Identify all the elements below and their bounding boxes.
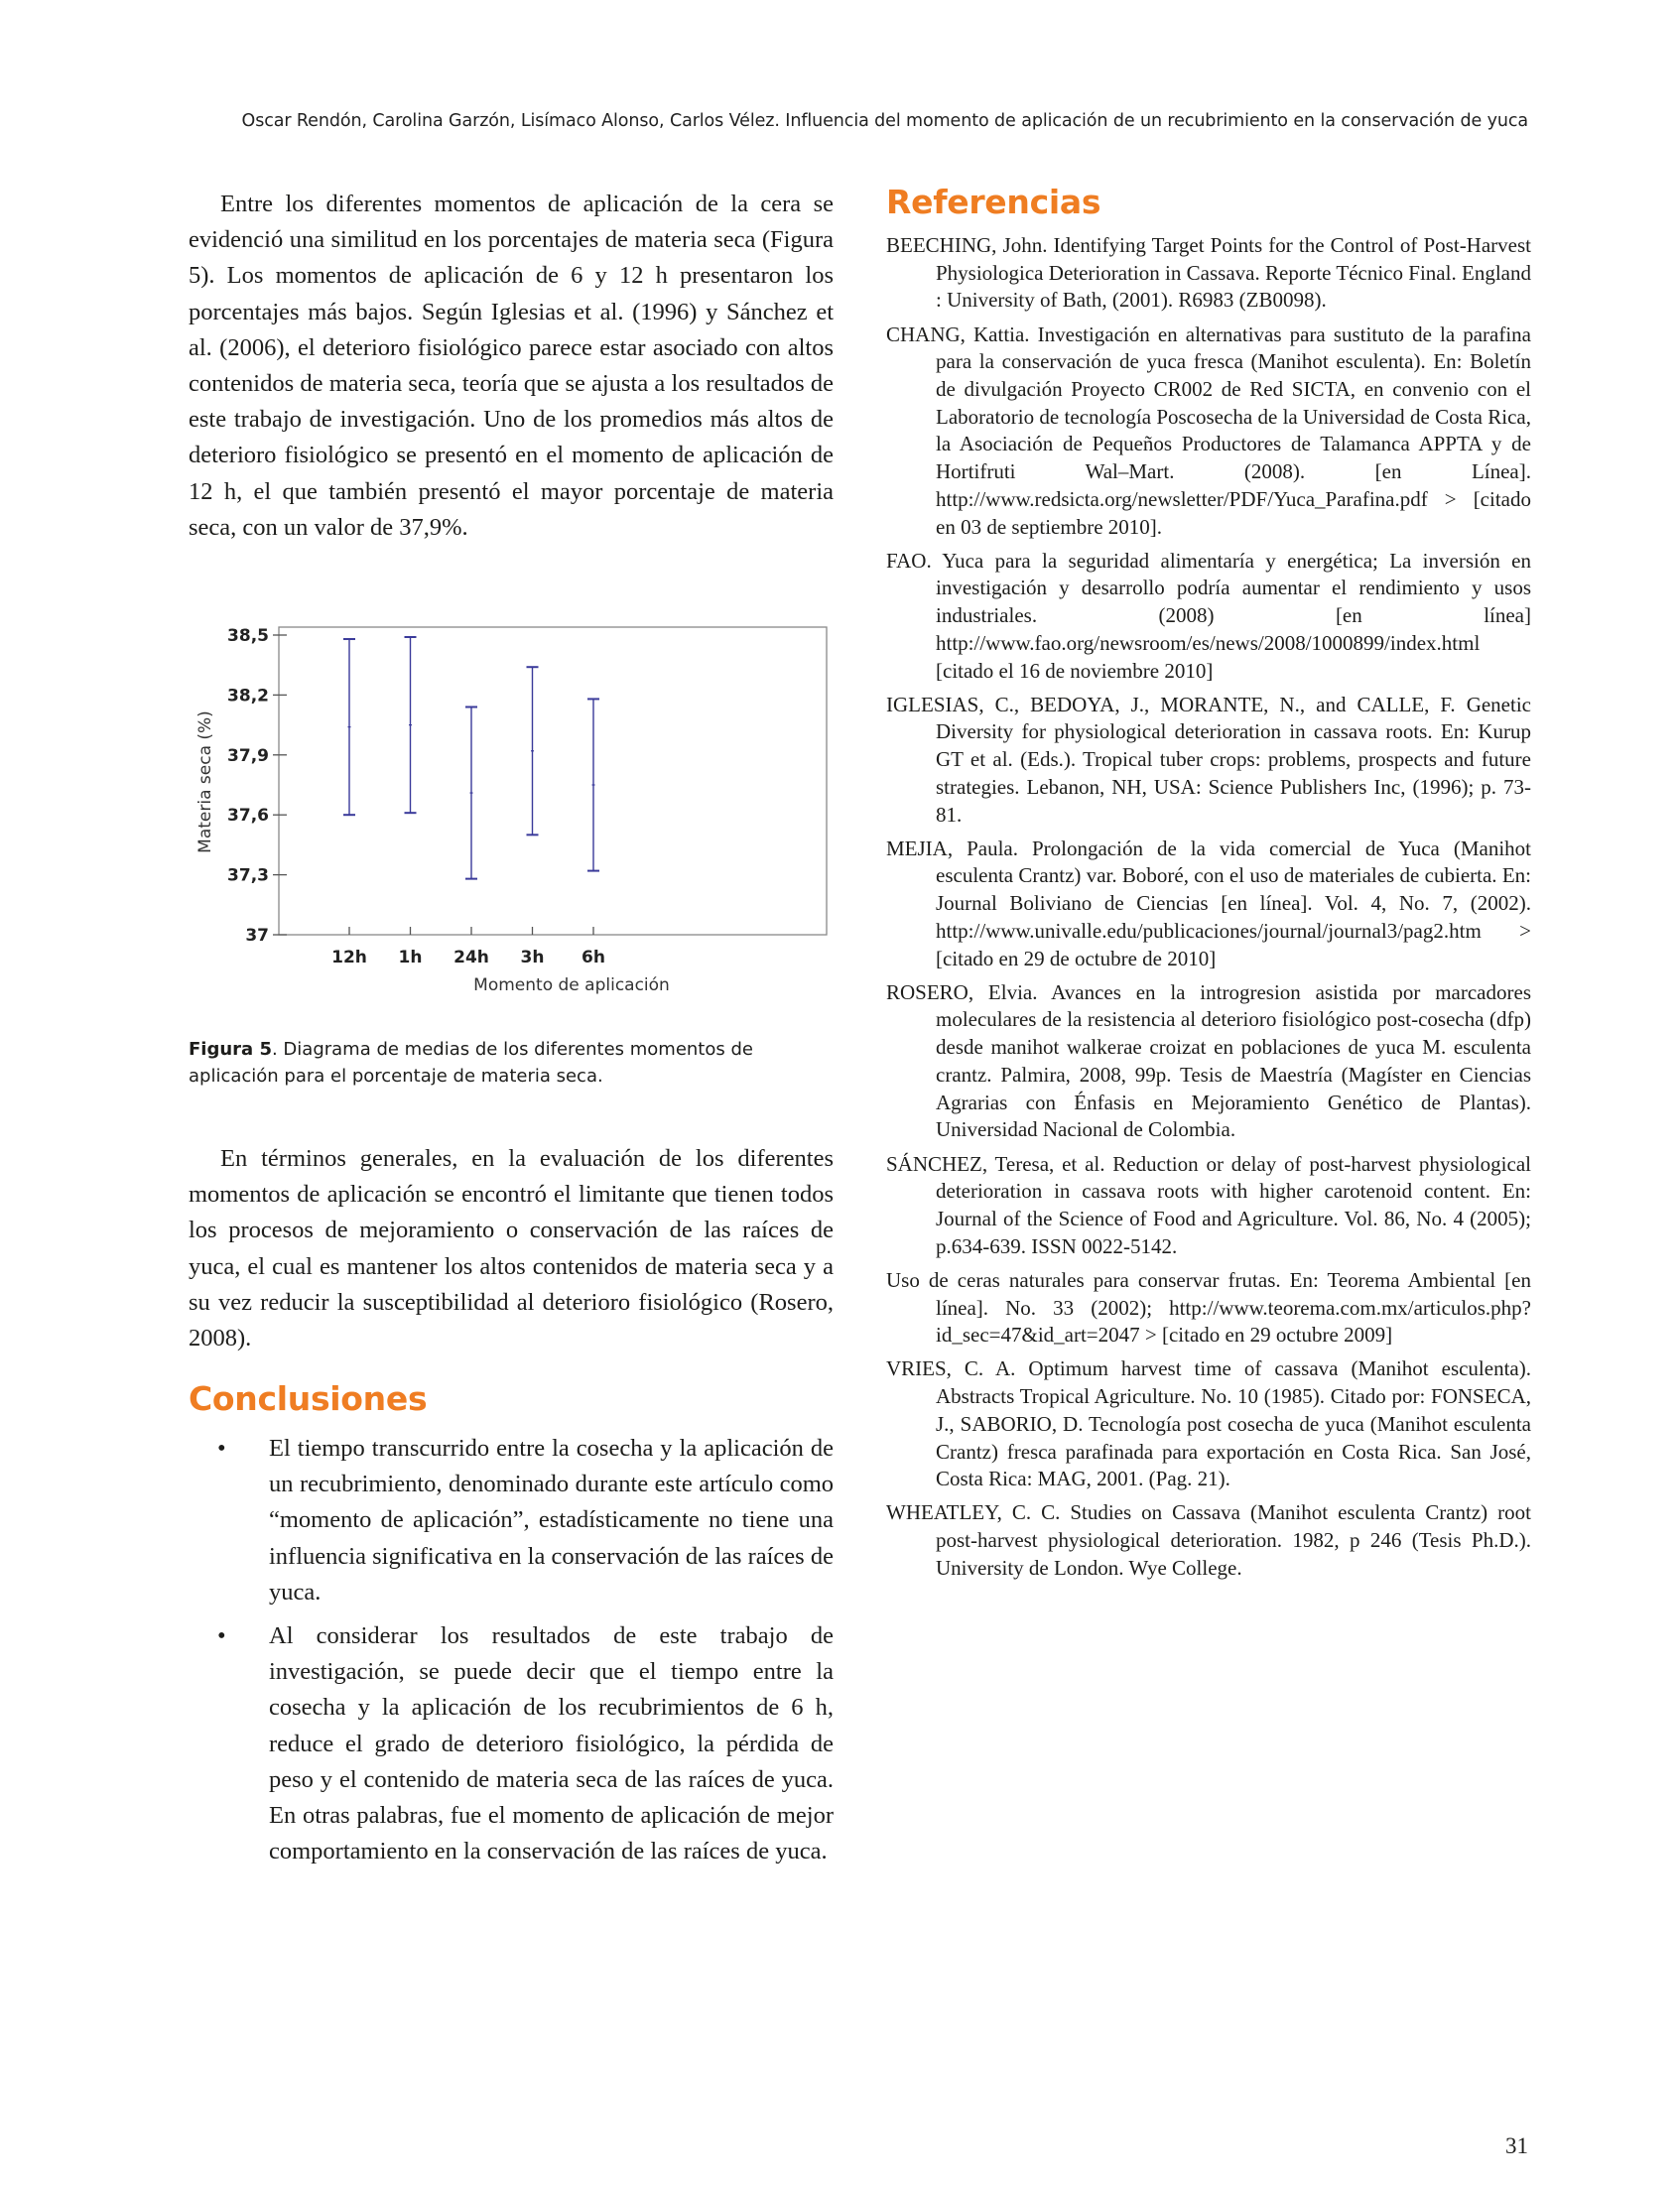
conclusion-text: Al considerar los resultados de este trabajo de investigación, se puede decir que el tiempo entre la cosecha y la aplicación de los recubrimientos de 6 h, reduce el grado de deterioro fisiológico, la pérdida de peso y el contenido de materia seca de las raíces de yuca. En otras palabras, fue el momento de aplicación de mejor comportamiento en la conservación de las raíces de yuca. (269, 1622, 834, 1866)
figure-label: Figura 5 (189, 1039, 272, 1060)
x-axis-label: Momento de aplicación (473, 975, 670, 995)
page-number: 31 (1505, 2133, 1528, 2158)
x-tick-label: 6h (582, 948, 605, 967)
conclusion-text: El tiempo transcurrido entre la cosecha y la aplicación de un recubrimiento, denominado durante este artículo como “momento de aplicación”, estadísticamente no tiene una influencia significativa en la conservación de las raíces de yuca. (269, 1435, 834, 1606)
conclusion-item (189, 1431, 834, 1610)
bullet-icon: • (217, 1622, 226, 1650)
reference-item: WHEATLEY, C. C. Studies on Cassava (Manihot esculenta Crantz) root post-harvest physiological deterioration. 1982, p 246 (Tesis Ph.D.). University de London. Wye College. (886, 1500, 1531, 1580)
conclusions-heading: Conclusiones (189, 1379, 428, 1418)
reference-item: BEECHING, John. Identifying Target Points for the Control of Post-Harvest Physiologica Deterioration in Cassava. Reporte Técnico Final. England : University of Bath, (2001). R6983 (ZB0098). (886, 233, 1531, 313)
reference-item: IGLESIAS, C., BEDOYA, J., MORANTE, N., and CALLE, F. Genetic Diversity for physiological deterioration in cassava roots. En: Kurup GT et al. (Eds.). Tropical tuber crops: problems, prospects and future strategies. Lebanon, NH, USA: Science Publishers Inc, (1996); p. 73-81. (886, 692, 1531, 827)
plot-frame (279, 627, 827, 935)
x-tick-label: 24h (453, 948, 489, 967)
y-tick-label: 38,2 (227, 686, 269, 707)
interval-series (343, 637, 599, 879)
references-heading: Referencias (886, 183, 1101, 221)
body-paragraph-2: En términos generales, en la evaluación de los diferentes momentos de aplicación se encontró el limitante que tienen todos los procesos de mejoramiento o conservación de las raíces de yuca, el cual es mantener los altos contenidos de materia seca y a su vez reducir la susceptibilidad al deterioro fisiológico (Rosero, 2008). (189, 1145, 834, 1352)
x-tick-label: 3h (520, 948, 545, 967)
body-paragraph-1: Entre los diferentes momentos de aplicación de la cera se evidenció una similitud en los porcentajes de materia seca (Figura 5). Los momentos de aplicación de 6 y 12 h presentaron los porcentajes más bajos. Según Iglesias et al. (1996) y Sánchez et al. (2006), el deterioro fisiológico parece estar asociado con altos contenidos de materia seca, teoría que se ajusta a los resultados de este trabajo de investigación. Uno de los promedios más altos de deterioro fisiológico se presentó en el momento de aplicación de 12 h, el que también presentó el mayor porcentaje de materia seca, con un valor de 37,9%. (189, 191, 834, 541)
y-tick-label: 37 (245, 926, 269, 946)
reference-item: Uso de ceras naturales para conservar frutas. En: Teorema Ambiental [en línea]. No. 33 (2002); http://www.teorema.com.mx/articulos.php?id_sec=47&id_art=2047 > [citado en 29 octubre 2009] (886, 1267, 1531, 1348)
y-tick-label: 38,5 (227, 626, 269, 646)
reference-item: SÁNCHEZ, Teresa, et al. Reduction or delay of post-harvest physiological deterioration in cassava roots with higher carotenoid content. En: Journal of the Science of Food and Agriculture. Vol. 86, No. 4 (2005); p.634-639. ISSN 0022-5142. (886, 1151, 1531, 1258)
reference-item: CHANG, Kattia. Investigación en alternativas para sustituto de la parafina para la conservación de yuca fresca (Manihot esculenta). En: Boletín de divulgación Proyecto CR002 de Red SICTA, en convenio con el Laboratorio de tecnología Poscosecha de la Universidad de Costa Rica, la Asociación de Pequeños Productores de Talamanca APPTA y de Hortifruti Wal–Mart. (2008). [en Línea]. http://www.redsicta.org/newsletter/PDF/Yuca_Parafina.pdf > [citado en 03 de septiembre 2010]. (886, 322, 1531, 539)
bullet-icon: • (217, 1435, 226, 1462)
reference-item: VRIES, C. A. Optimum harvest time of cassava (Manihot esculenta). Abstracts Tropical Agriculture. No. 10 (1985). Citado por: FONSECA, J., SABORIO, D. Tecnología post cosecha de yuca (Manihot esculenta Crantz) fresca parafinada para exportación en Costa Rica. San José, Costa Rica: MAG, 2001. (Pag. 21). (886, 1356, 1531, 1491)
x-tick-label: 12h (331, 948, 367, 967)
conclusion-item (189, 1618, 834, 1869)
y-axis (227, 626, 287, 946)
x-axis (331, 927, 605, 967)
y-axis-label: Materia seca (%) (195, 710, 215, 853)
reference-item: MEJIA, Paula. Prolongación de la vida comercial de Yuca (Manihot esculenta Crantz) var. Boboré, con el uso de materiales de cubierta. En: Journal Boliviano de Ciencias [en línea]. Vol. 4, No. 7, (2002). http://www.univalle.edu/publicaciones/journal/journal3/pag2.htm > [citado en 29 de octubre de 2010] (886, 836, 1531, 970)
y-tick-label: 37,9 (227, 745, 269, 766)
figure-5 (189, 615, 843, 1111)
figure-caption-text: . Diagrama de medias de los diferentes momentos de aplicación para el porcentaje de materia seca. (189, 1039, 753, 1087)
x-tick-label: 1h (398, 948, 423, 967)
means-plot (189, 615, 843, 1012)
figure-caption (189, 1036, 834, 1090)
y-tick-label: 37,3 (227, 865, 269, 886)
running-header: Oscar Rendón, Carolina Garzón, Lisímaco Alonso, Carlos Vélez. Influencia del momento de aplicación de un recubrimiento en la conservación de yuca (241, 111, 1528, 131)
y-tick-label: 37,6 (227, 806, 269, 827)
references-list (886, 232, 1531, 1589)
reference-item: FAO. Yuca para la seguridad alimentaría y energética; La inversión en investigación y desarrollo podría aumentar el rendimiento y usos industriales. (2008) [en línea] http://www.fao.org/newsroom/es/news/2008/1000899/index.html [citado el 16 de noviembre 2010] (886, 548, 1531, 683)
reference-item: ROSERO, Elvia. Avances en la introgresion asistida por marcadores moleculares de la resistencia al deterioro fisiológico post-cosecha (dfp) desde manihot walkerae croizat en poblaciones de yuca M. esculenta crantz. Palmira, 2008, 99p. Tesis de Maestría (Magíster en Ciencias Agrarias con Énfasis en Mejoramiento Genético de Plantas). Universidad Nacional de Colombia. (886, 979, 1531, 1142)
conclusions-list (189, 1431, 834, 1877)
